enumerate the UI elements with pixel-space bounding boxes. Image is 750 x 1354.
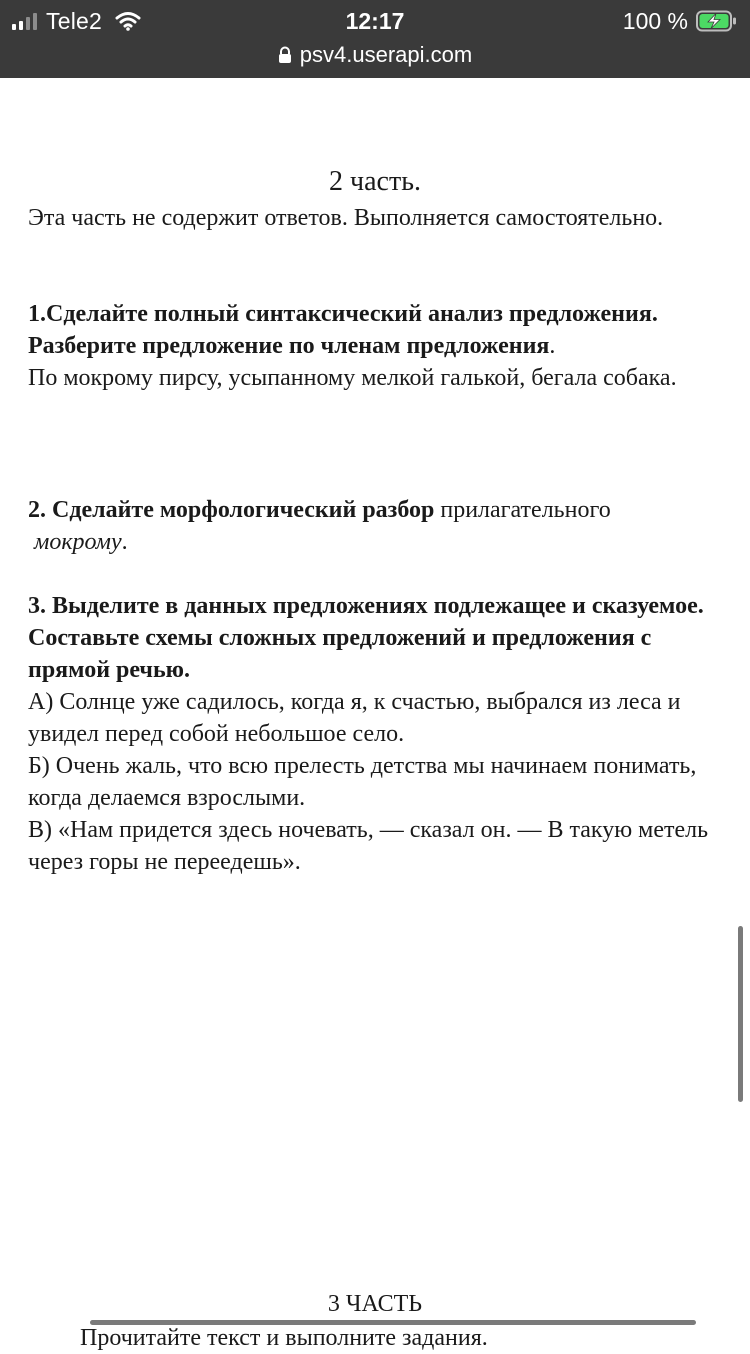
horizontal-scrollbar[interactable] [90, 1320, 696, 1325]
task3-heading: 3. Выделите в данных предложениях подлежащее и сказуемое. Составьте схемы сложных предложений и предложения с прямой речью. [28, 593, 704, 683]
task2-text [28, 494, 728, 558]
battery-charging-icon [696, 10, 738, 32]
task2-rest: прилагательного [434, 497, 611, 523]
part3-cut-text-content: Прочитайте текст и выполните задания. [80, 1325, 488, 1351]
browser-top-bar [0, 0, 750, 78]
part3-cut-text [80, 1322, 600, 1351]
clock-time: 12:17 [345, 8, 405, 34]
task3-item-c: В) «Нам придется здесь ночевать, — сказал он. — В такую метель через горы не переедешь». [28, 817, 709, 875]
intro-text: Эта часть не содержит ответов. Выполняется самостоятельно. [28, 205, 664, 231]
task-1 [28, 298, 728, 394]
task1-heading [28, 298, 728, 362]
part2-intro [28, 202, 728, 234]
task1-sentence: По мокрому пирсу, усыпанному мелкой галькой, бегала собака. [28, 365, 677, 391]
task1-heading-end: . [549, 333, 556, 359]
lock-icon [278, 46, 292, 64]
carrier-name: Tele2 [46, 7, 102, 34]
battery-percent: 100 % [622, 7, 688, 34]
task-3 [28, 590, 728, 878]
url-text[interactable]: psv4.userapi.com [299, 42, 473, 67]
vertical-scrollbar[interactable] [738, 926, 743, 1102]
part3-title: 3 ЧАСТЬ [327, 1291, 423, 1317]
task2-word: мокрому [34, 529, 122, 555]
task2-end: . [121, 529, 128, 555]
status-right [623, 7, 738, 35]
part2-title: 2 часть. [329, 166, 421, 197]
task3-item-b: Б) Очень жаль, что всю прелесть детства мы начинаем понимать, когда делаемся взрослыми. [28, 753, 697, 811]
address-bar[interactable] [0, 40, 750, 70]
task1-heading-text: 1.Сделайте полный синтаксический анализ предложения. Разберите предложение по членам предложения [28, 301, 658, 359]
document-page [0, 78, 750, 1351]
task3-item-a: А) Солнце уже садилось, когда я, к счастью, выбрался из леса и увидел перед собой небольшое село. [28, 689, 681, 747]
task2-bold: 2. Сделайте морфологический разбор [28, 497, 435, 523]
task-2 [28, 494, 728, 558]
